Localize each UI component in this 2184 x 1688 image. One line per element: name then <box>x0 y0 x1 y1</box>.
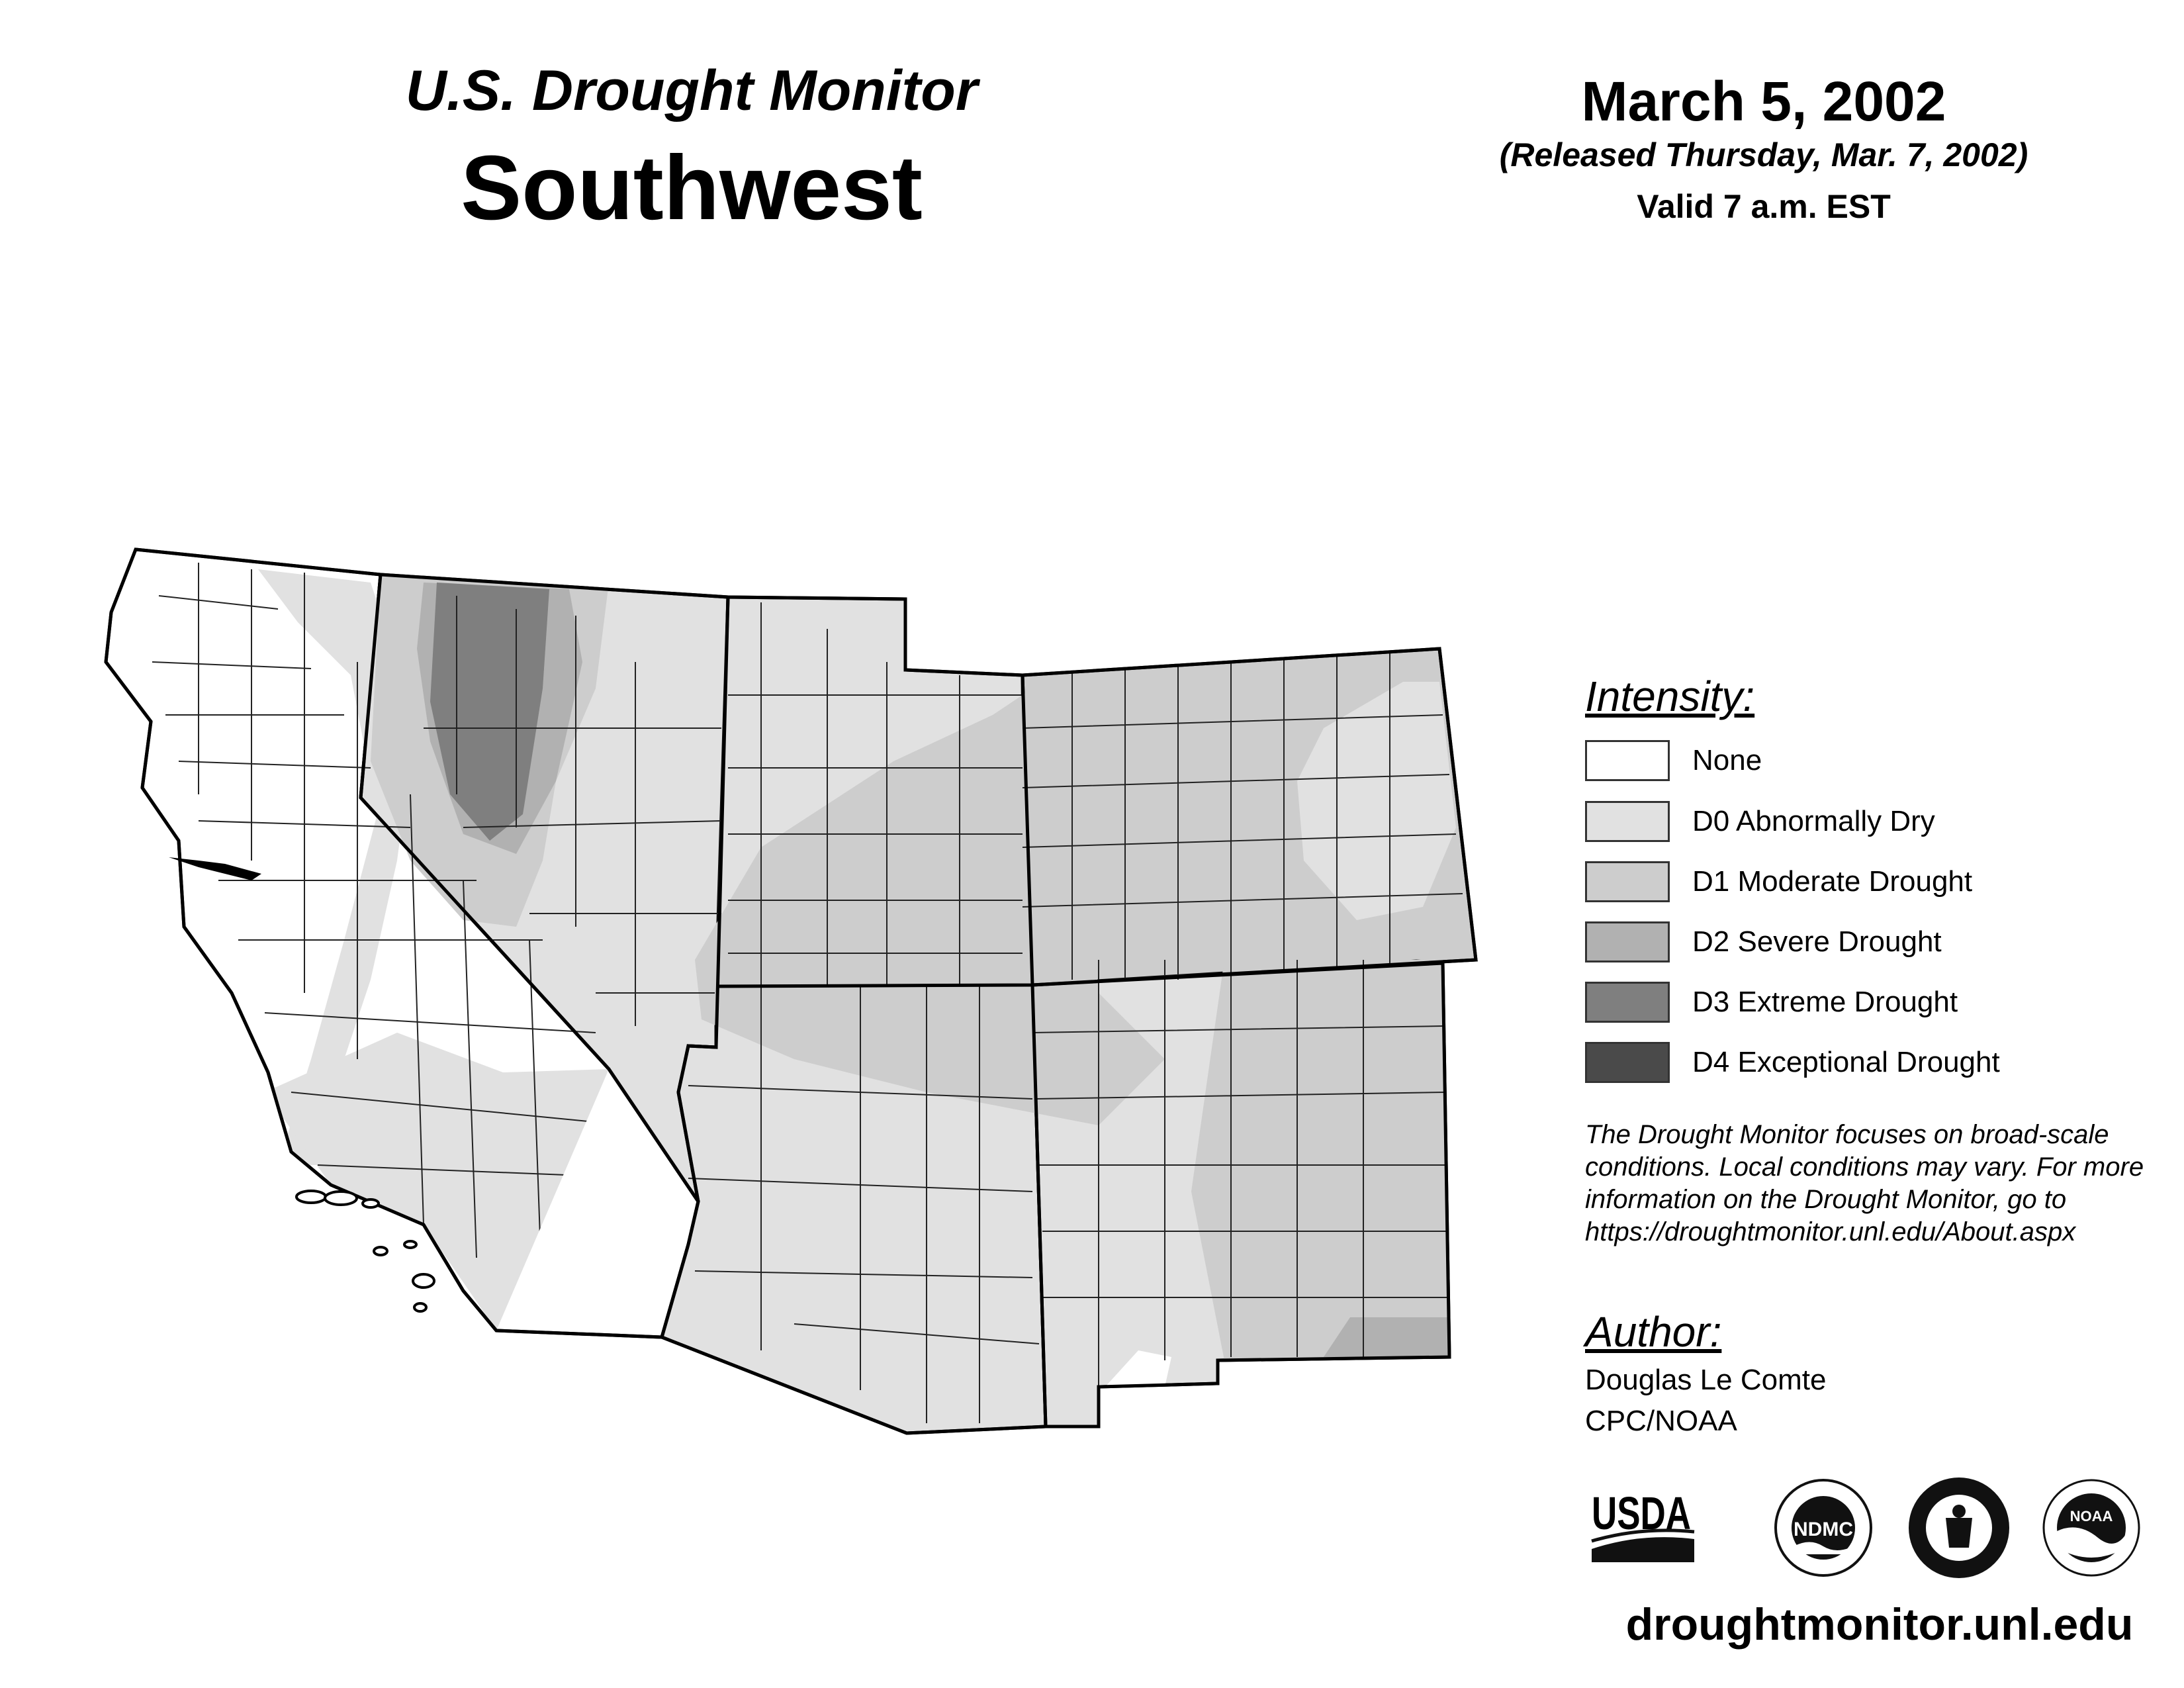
legend-item <box>1585 1042 2081 1086</box>
legend-swatch <box>1585 861 1670 902</box>
legend-item <box>1585 861 2081 905</box>
legend-label: D2 Severe Drought <box>1692 925 1942 958</box>
map-date: March 5, 2002 <box>1581 70 1946 132</box>
legend-item <box>1585 740 2081 784</box>
d1-east-newmexico <box>1191 960 1449 1360</box>
author-heading: Author: <box>1585 1308 1722 1356</box>
disclaimer-note: The Drought Monitor focuses on broad-scale conditions. Local conditions may vary. For more information on the Drought Monitor, go to https://droughtmonitor.unl.edu/About.aspx <box>1585 1120 2144 1246</box>
legend-label: D0 Abnormally Dry <box>1692 805 1935 837</box>
legend-item <box>1585 982 2081 1025</box>
author-name: Douglas Le Comte <box>1585 1364 1827 1396</box>
valid-time: Valid 7 a.m. EST <box>1637 188 1891 225</box>
legend-swatch <box>1585 1042 1670 1083</box>
legend-swatch <box>1585 982 1670 1023</box>
legend-label: D1 Moderate Drought <box>1692 865 1973 898</box>
svg-text:NOAA: NOAA <box>2070 1508 2113 1524</box>
ndmc-logo <box>1776 1480 1871 1575</box>
legend-swatch <box>1585 740 1670 781</box>
legend-swatch <box>1585 921 1670 962</box>
legend-label: D3 Extreme Drought <box>1692 986 1958 1018</box>
usda-logo <box>1592 1487 1694 1562</box>
svg-text:NDMC: NDMC <box>1794 1519 1853 1540</box>
map-title: Southwest <box>461 137 923 239</box>
author-org: CPC/NOAA <box>1585 1405 1737 1437</box>
legend-label: None <box>1692 744 1762 776</box>
logo-row <box>1588 1476 2171 1582</box>
website-url[interactable]: droughtmonitor.unl.edu <box>1625 1599 2134 1650</box>
legend-item <box>1585 801 2081 845</box>
commerce-seal <box>1909 1477 2009 1578</box>
release-date: (Released Thursday, Mar. 7, 2002) <box>1499 136 2028 173</box>
legend-swatch <box>1585 801 1670 842</box>
svg-text:USDA: USDA <box>1592 1487 1691 1539</box>
legend-item <box>1585 921 2081 965</box>
noaa-logo <box>2044 1480 2139 1575</box>
map-subtitle: U.S. Drought Monitor <box>405 59 978 122</box>
legend-heading: Intensity: <box>1585 673 1755 720</box>
legend-label: D4 Exceptional Drought <box>1692 1046 2000 1078</box>
